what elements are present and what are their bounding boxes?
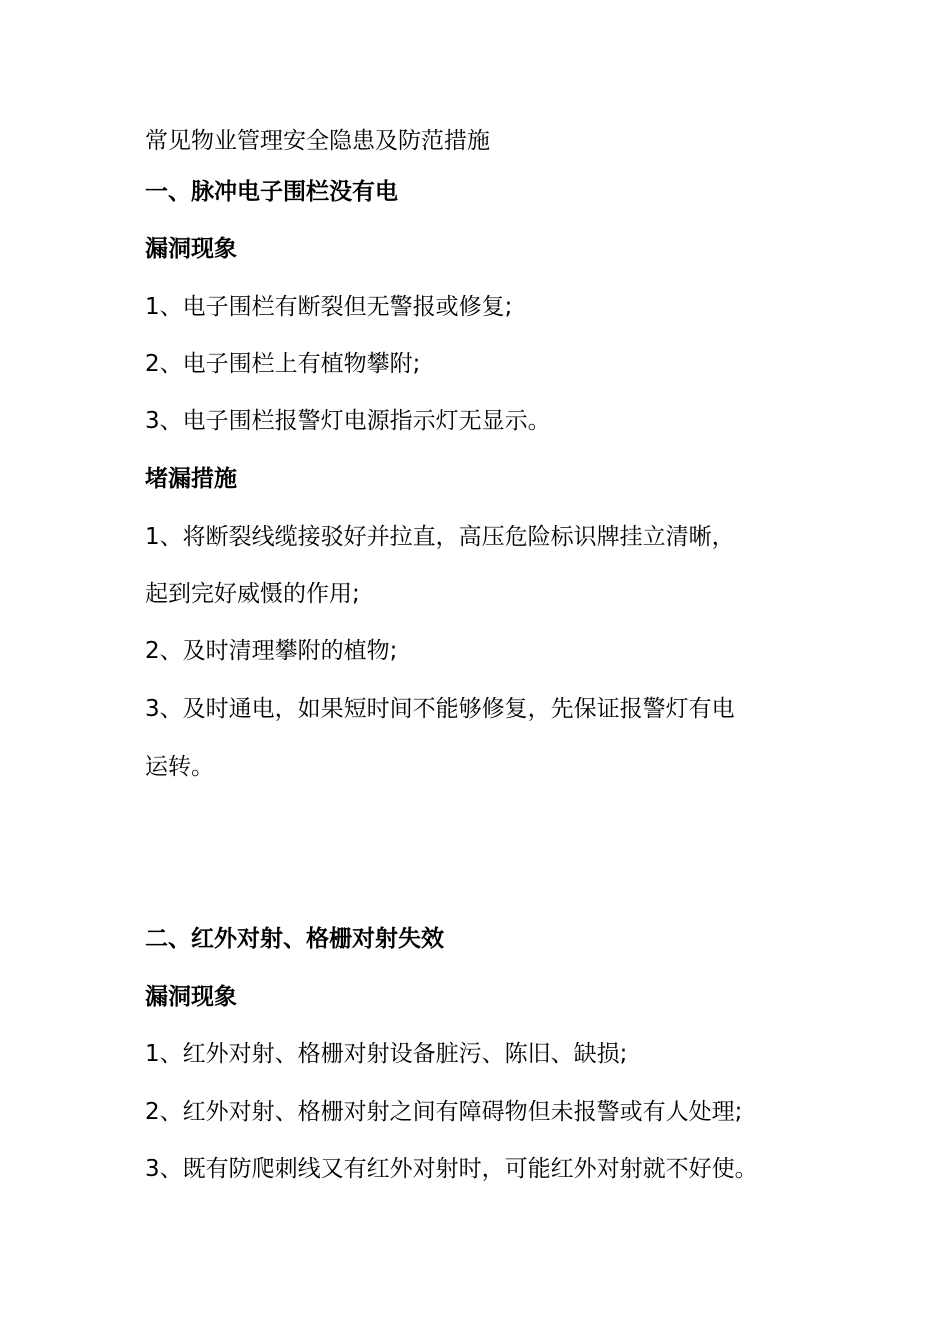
section-2-phenomenon-item: 2、红外对射、格栅对射之间有障碍物但未报警或有人处理; xyxy=(145,1099,743,1125)
section-1-heading: 一、脉冲电子围栏没有电 xyxy=(145,179,398,205)
section-1-measure-item: 3、及时通电，如果短时间不能够修复，先保证报警灯有电 xyxy=(145,696,735,722)
section-2-phenomenon-item: 1、红外对射、格栅对射设备脏污、陈旧、缺损; xyxy=(145,1041,628,1067)
section-1-measure-item: 1、将断裂线缆接驳好并拉直，高压危险标识牌挂立清晰， xyxy=(145,524,735,550)
section-1-measures-label: 堵漏措施 xyxy=(145,466,237,492)
document-title: 常见物业管理安全隐患及防范措施 xyxy=(145,128,490,154)
section-1-phenomenon-item: 3、电子围栏报警灯电源指示灯无显示。 xyxy=(145,408,551,434)
section-1-phenomenon-item: 2、电子围栏上有植物攀附; xyxy=(145,351,421,377)
section-1-measure-item: 运转。 xyxy=(145,754,214,780)
section-1-measure-item: 起到完好威慑的作用; xyxy=(145,581,360,607)
section-2-heading: 二、红外对射、格栅对射失效 xyxy=(145,926,444,952)
section-2-phenomenon-item: 3、既有防爬刺线又有红外对射时，可能红外对射就不好使。 xyxy=(145,1156,758,1182)
section-1-phenomenon-item: 1、电子围栏有断裂但无警报或修复; xyxy=(145,294,513,320)
section-1-measure-item: 2、及时清理攀附的植物; xyxy=(145,638,398,664)
section-1-phenomenon-label: 漏洞现象 xyxy=(145,236,237,262)
section-2-phenomenon-label: 漏洞现象 xyxy=(145,984,237,1010)
